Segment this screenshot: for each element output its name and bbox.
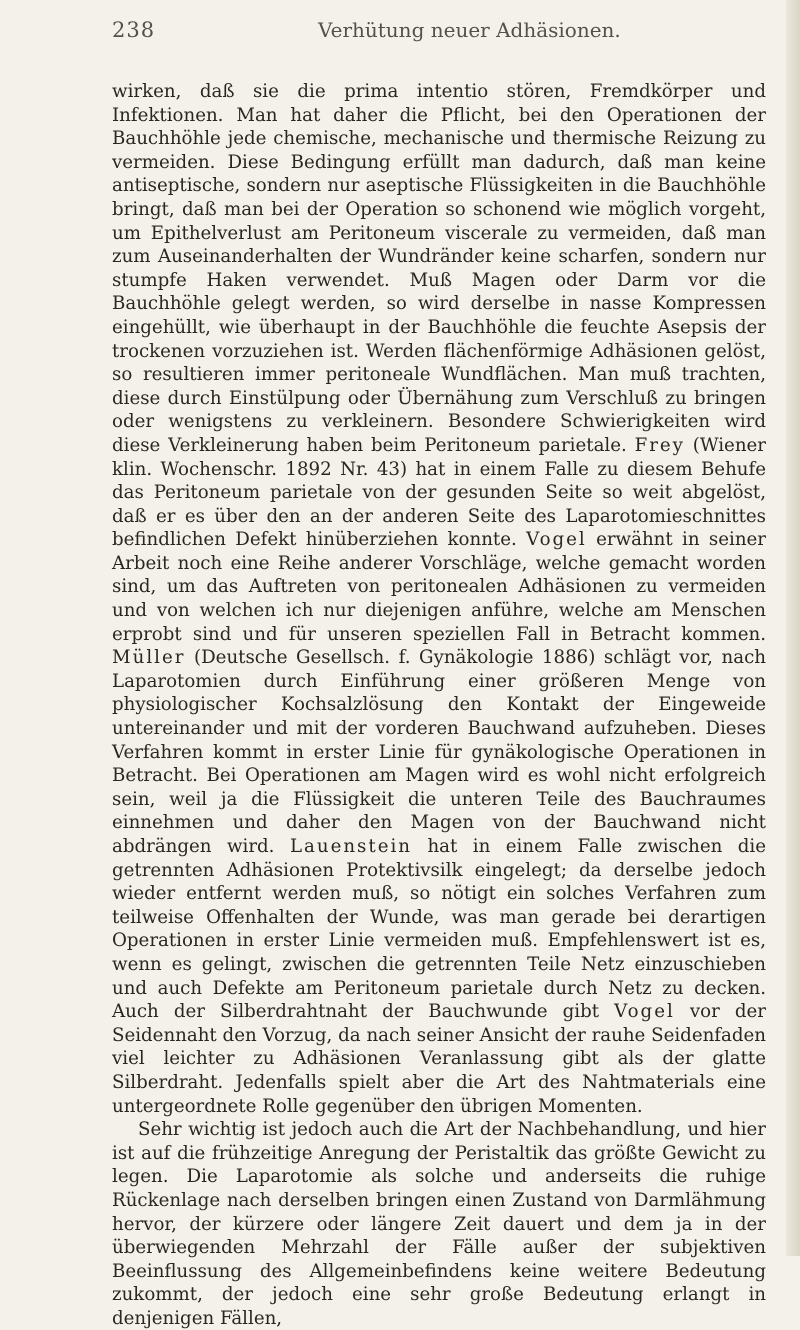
author-name: Müller — [112, 647, 186, 669]
body-text — [112, 80, 766, 1330]
author-name: Vogel — [526, 529, 587, 551]
page-edge — [786, 0, 800, 1256]
page-number: 238 — [112, 18, 156, 42]
author-name: Vogel — [614, 1001, 675, 1023]
text-run: erwähnt in seiner Arbeit noch eine Reihe anderer Vorschläge, welche gemacht worden sind, um das Auftreten von peritonealen Adhäsionen zu vermeiden und von welchen ich nur diejenigen anführe, welche am Menschen erprobt sind und für unseren speziellen Fall in Betracht kommen. — [112, 529, 766, 645]
text-run: hat in einem Falle zwischen die getrennten Adhäsionen Protektivsilk eingelegt; da derselbe jedoch wieder entfernt werden muß, so nötigt ein solches Verfahren zum teilweise Offenhalten der Wunde, was man gerade bei derartigen Operationen in erster Linie vermeiden muß. Empfehlenswert ist es, wenn es gelingt, zwischen die getrennten Teile Netz einzuschieben und auch Defekte am Peritoneum parietale durch Netz zu decken. Auch der Silberdrahtnaht der Bauchwunde gibt — [112, 836, 766, 1023]
author-name: Lauenstein — [289, 836, 412, 857]
paragraph-1 — [112, 80, 766, 1118]
text-run: wirken, daß sie die prima intentio stören, Fremdkörper und Infektionen. Man hat daher die Pflicht, bei den Operationen der Bauchhöhle jede chemische, mechanische und thermische Reizung zu vermeiden. Diese Bedingung erfüllt man dadurch, daß man keine antiseptische, sondern nur aseptische Flüssigkeiten in die Bauchhöhle bringt, daß man bei der Operation so schonend wie möglich vorgeht, um Epithelverlust am Peritoneum viscerale zu vermeiden, daß man zum Auseinanderhalten der Wundränder keine scharfen, sondern nur stumpfe Haken verwendet. Muß Magen oder Darm vor die Bauchhöhle gelegt werden, so wird derselbe in nasse Kompressen eingehüllt, wie überhaupt in der Bauchhöhle die feuchte Asepsis der trockenen vorzuziehen ist. Werden flächenförmige Adhäsionen gelöst, so resultieren immer peritoneale Wundflächen. Man muß trachten, diese durch Einstülpung oder Übernähung zum Verschluß zu bringen oder wenigstens zu verkleinern. Besondere Schwierigkeiten wird diese Verkleinerung haben beim Peritoneum parietale. — [112, 81, 766, 456]
text-run: vor der Seidennaht den Vorzug, da nach seiner Ansicht der rauhe Seidenfaden viel leichter zu Adhäsionen Veranlassung gibt als der glatte Silberdraht. Jedenfalls spielt aber die Art des Nahtmaterials eine untergeordnete Rolle gegenüber den übrigen Momenten. — [112, 1001, 766, 1117]
paragraph-2: Sehr wichtig ist jedoch auch die Art der Nachbehandlung, und hier ist auf die frühzeitige Anregung der Peristaltik das größte Gewicht zu legen. Die Laparotomie als solche und anderseits die ruhige Rückenlage nach derselben bringen einen Zustand von Darmlähmung hervor, der kürzere oder längere Zeit dauert und dem ja in der überwiegenden Mehrzahl der Fälle außer der subjektiven Beeinflussung des Allgemeinbefindens keine weitere Bedeutung zukommt, der jedoch eine sehr große Bedeutung erlangt in denjenigen Fällen, — [112, 1119, 766, 1329]
page-header — [112, 18, 772, 48]
author-name: Frey — [634, 434, 685, 456]
running-title: Verhütung neuer Adhäsionen. — [318, 18, 621, 42]
text-run: (Deutsche Gesellsch. f. Gynäkologie 1886) schlägt vor, nach Laparotomien durch Einführung einer größeren Menge von physiologischer Kochsalzlösung den Kontakt der Eingeweide untereinander und mit der vorderen Bauchwand aufzuheben. Dieses Verfahren kommt in erster Linie für gynäkologische Operationen in Betracht. Bei Operationen am Magen wird es wohl nicht erfolgreich sein, weil ja die Flüssigkeit die unteren Teile des Bauchraumes einnehmen und daher den Magen von der Bauchwand nicht abdrängen wird. — [112, 647, 766, 857]
text-run: (Wiener klin. Wochenschr. 1892 Nr. 43) hat in einem Falle zu diesem Behufe das Peritoneum parietale von der gesunden Seite so weit abgelöst, daß er es über den an der anderen Seite des Laparotomieschnittes befindlichen Defekt hinüberziehen konnte. — [112, 434, 766, 551]
